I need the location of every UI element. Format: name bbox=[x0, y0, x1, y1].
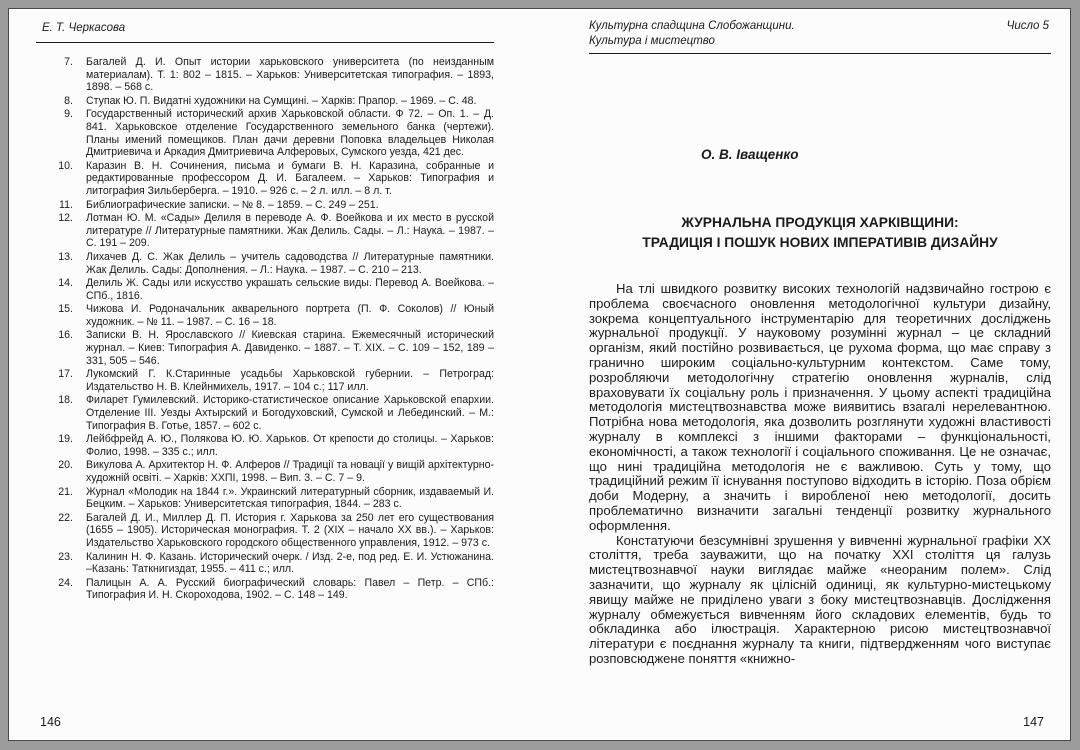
reference-text: Лукомский Г. К.Старинные усадьбы Харьковской губернии. – Петроград: Издательство Н. В. Клейнмихель, 1917. – 104 с.; 117 илл. bbox=[86, 368, 494, 393]
reference-number: 15. bbox=[58, 303, 73, 316]
reference-text: Викулова А. Архитектор Н. Ф. Алферов // Традиції та новації у вищій архітектурно-художній освіті. – Харків: ХХПІ, 1998. – Вип. 3. – С. 7 – 9. bbox=[86, 459, 494, 484]
reference-item bbox=[36, 512, 494, 550]
reference-number: 22. bbox=[58, 511, 73, 524]
left-page-number: 146 bbox=[40, 715, 61, 729]
left-header-rule bbox=[36, 42, 494, 43]
issue-number: Число 5 bbox=[1006, 20, 1049, 32]
right-running-head-line2: Культура і мистецтво bbox=[589, 34, 715, 47]
reference-text: Государственный исторический архив Харьковской области. Ф 72. – Оп. 1. – Д. 841. Харьковское отделение Государственного земельного банка (чертежи). Планы имений помещиков. План дачи деревни Поповка владельцев Николая Дмитриевича и Аркадия Дмитриевича Алферовых, Сумского уезда, 421 дес. bbox=[86, 108, 494, 159]
reference-item bbox=[36, 368, 494, 393]
reference-item bbox=[36, 56, 494, 94]
reference-text: Лихачев Д. С. Жак Делиль – учитель садоводства // Литературные памятники. Жак Делиль. Сады: Дополнения. – Л.: Наука. – 1987. – С. 210 – 213. bbox=[86, 250, 494, 276]
reference-text: Ступак Ю. П. Видатні художники на Сумщині. – Харків: Прапор. – 1969. – С. 48. bbox=[86, 94, 477, 107]
reference-item bbox=[36, 459, 494, 484]
right-page-number: 147 bbox=[1023, 715, 1044, 729]
reference-text: Каразин В. Н. Сочинения, письма и бумаги В. Н. Каразина, собранные и редактированные профессором Д. И. Багалеем. – Харьков: Типография и литография Зильберберга. – 1910. – 926 с. – 2 л. илл. – 8 л. т. bbox=[86, 159, 494, 197]
reference-number: 11. bbox=[59, 198, 73, 211]
reference-item bbox=[36, 160, 494, 198]
reference-list bbox=[36, 56, 494, 602]
article-paragraph: На тлі швидкого розвитку високих технологій надзвичайно гострою є проблема своєчасного оновлення методологічної культури дизайну, зокрема концептуального інструментарію для теоретичних досліджень журнальної продукції. У науковому розумінні журнал – це складний організм, який постійно розвивається, це рухома форма, що має справу з гранично широким соціально-культурним контекстом. Саме тому, розробляючи методологічну стратегію оновлення журналів, слід враховувати їх соціальну роль і призначення. У цьому аспекті традиційна методологія мистецтвознавства може виявитись взагалі нерелевантною. Потрібна нова методологія, яка дозволить розглянути художні властивості журналу в комплексі з іншими факторами – функціональності, економічності, а також технології і соціального споживання. Це не означає, що нині традиційна методологія не є важливою. Суть у тому, що традиційний режим її існування поступово відходить в історію. Поза обрієм доби Модерну, а значить і виробленої нею методології, досить проблематично визначити загальні тенденції розвитку журнального оформлення. bbox=[589, 281, 1051, 533]
reference-number: 9. bbox=[64, 108, 73, 121]
reference-text: Делиль Ж. Сады или искусство украшать сельские виды. Перевод А. Воейкова. – СПб., 1816. bbox=[86, 277, 494, 302]
reference-item bbox=[36, 433, 494, 458]
article-title bbox=[589, 213, 1051, 253]
reference-item bbox=[36, 577, 494, 602]
article-title-line1: ЖУРНАЛЬНА ПРОДУКЦІЯ ХАРКІВЩИНИ: bbox=[681, 215, 959, 230]
reference-text: Багалей Д. И. Опыт истории харьковского университета (по неизданным материалам). Т. 1: 802 – 1815. – Харьков: Университетская типография. – 1893, 1898. – 568 с. bbox=[86, 56, 494, 94]
reference-number: 14. bbox=[58, 277, 73, 290]
reference-text: Записки В. Н. Ярославского // Киевская старина. Ежемесячный исторический журнал. – Киев: Типография А. Давиденко. – 1887. – Т. XIX. – С. 109 – 152, 189 – 331, 505 – 546. bbox=[86, 329, 494, 367]
reference-number: 8. bbox=[64, 94, 73, 107]
reference-item bbox=[36, 199, 494, 212]
reference-item bbox=[36, 486, 494, 511]
reference-text: Калинин Н. Ф. Казань. Исторический очерк. / Изд. 2-е, под ред. Е. И. Устюжанина. –Казань: Таткнигиздат, 1955. – 411 с.; илл. bbox=[86, 550, 494, 576]
reference-text: Библиографические записки. – № 8. – 1859. – С. 249 – 251. bbox=[86, 198, 379, 211]
reference-text: Лейбфрейд А. Ю., Полякова Ю. Ю. Харьков. От крепости до столицы. – Харьков: Фолио, 1998. – 335 с.; илл. bbox=[86, 433, 494, 458]
reference-item bbox=[36, 277, 494, 302]
reference-number: 13. bbox=[58, 250, 73, 263]
reference-text: Палицын А. А. Русский биографический словарь: Павел – Петр. – СПб.: Типография И. Н. Скороходова, 1902. – С. 148 – 149. bbox=[86, 576, 494, 602]
right-running-head-line1: Культурна спадщина Слобожанщини. bbox=[589, 20, 795, 32]
article-body bbox=[589, 282, 1051, 667]
right-running-head bbox=[589, 19, 1051, 48]
left-running-head: Е. Т. Черкасова bbox=[42, 22, 126, 34]
reference-number: 18. bbox=[58, 394, 73, 407]
reference-item bbox=[36, 251, 494, 276]
reference-item bbox=[36, 329, 494, 367]
reference-text: Журнал «Молодик на 1844 г.». Украинский литературный сборник, издаваемый И. Бецким. – Харьков: Университетская типография, 1844. – 283 с. bbox=[86, 485, 494, 511]
left-page-column bbox=[36, 21, 494, 603]
reference-text: Филарет Гумилевский. Историко-статистическое описание Харьковской епархии. Отделение III. Уезды Ахтырский и Богодуховский, Сумской и Лебединский. – М.: Типография В. Готье, 1857. – 602 с. bbox=[86, 394, 494, 432]
article-author: О. В. Іващенко bbox=[701, 147, 799, 162]
reference-number: 7. bbox=[64, 56, 73, 68]
article-title-line2: ТРАДИЦІЯ І ПОШУК НОВИХ ІМПЕРАТИВІВ ДИЗАЙНУ bbox=[642, 235, 998, 250]
reference-item bbox=[36, 212, 494, 250]
reference-number: 19. bbox=[58, 433, 73, 446]
reference-number: 16. bbox=[58, 329, 73, 342]
book-page-spread bbox=[8, 8, 1071, 741]
reference-text: Лотман Ю. М. «Сады» Делиля в переводе А. Ф. Воейкова и их место в русской литературе // Литературные памятники. Жак Делиль. Сады. – Л.: Наука. – 1987. – С. 191 – 209. bbox=[86, 212, 494, 250]
reference-text: Багалей Д. И., Миллер Д. П. История г. Харькова за 250 лет его существования (1655 – 1905). Историческая монография. Т. 2 (XIX – начало XX вв.). – Харьков: Издательство Харьковского городского общественного управления, 1912. – 973 с. bbox=[86, 511, 494, 549]
reference-number: 24. bbox=[58, 576, 73, 589]
reference-number: 21. bbox=[58, 485, 73, 498]
reference-item bbox=[36, 95, 494, 108]
reference-number: 20. bbox=[58, 459, 73, 472]
reference-item bbox=[36, 551, 494, 576]
reference-number: 17. bbox=[58, 368, 73, 381]
right-page-column bbox=[589, 19, 1051, 667]
right-header-rule bbox=[589, 53, 1051, 54]
reference-item bbox=[36, 108, 494, 158]
article-paragraph: Констатуючи безсумнівні зрушення у вивченні журнальної графіки XX століття, треба зауважити, що на початку XXI століття ця галузь мистецтвознавчої науки виглядає майже «неораним полем». Слід зазначити, що журналу як цілісній одиниці, як культурно-мистецькому явищу майже не приділено уваги з боку мистецтвознавців. Дослідження журналу обмежується вивченням його складових елементів, будь то обкладинка або ілюстрація. Характерною рисою мистецтвознавчої літератури є поєднання журналу та книги, підтвердженням чого виступає розповсюджене поняття «книжно- bbox=[589, 532, 1051, 666]
reference-text: Чижова И. Родоначальник акварельного портрета (П. Ф. Соколов) // Юный художник. – № 11. – 1987. – С. 16 – 18. bbox=[86, 303, 494, 328]
reference-item bbox=[36, 303, 494, 328]
reference-number: 12. bbox=[58, 212, 73, 225]
reference-item bbox=[36, 394, 494, 432]
reference-number: 10. bbox=[58, 159, 73, 172]
reference-number: 23. bbox=[58, 550, 73, 563]
